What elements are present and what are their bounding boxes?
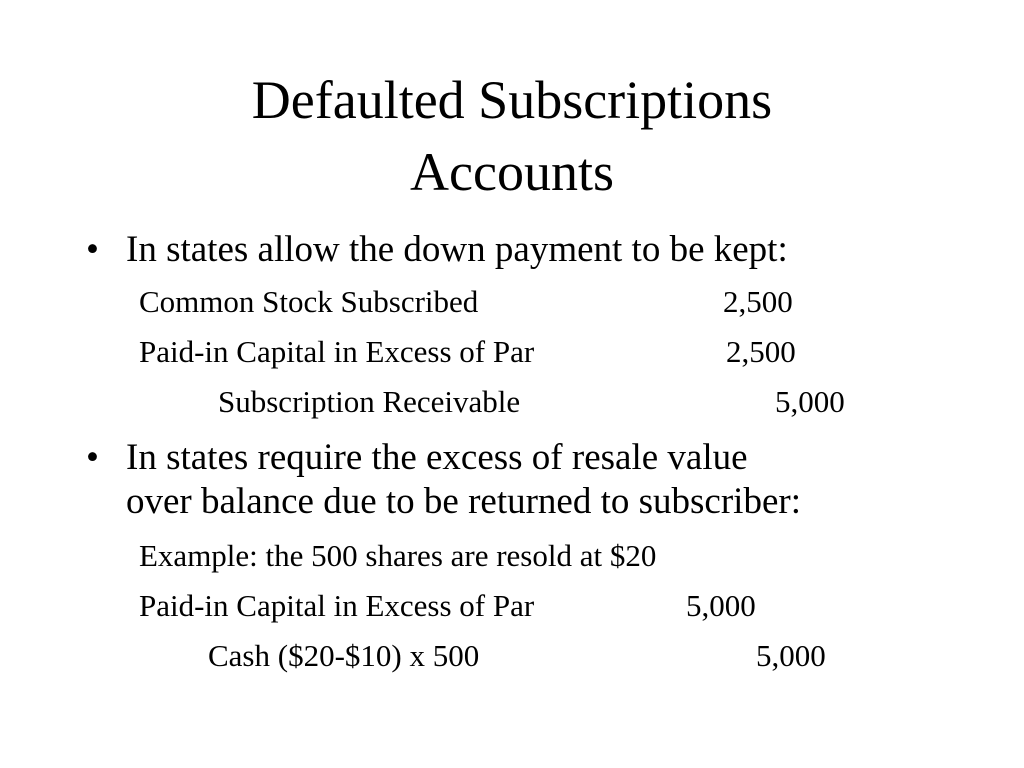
slide-title-line-1: Defaulted Subscriptions: [251, 70, 773, 130]
bullet-marker: •: [86, 437, 99, 478]
journal-debit-account: Common Stock Subscribed: [139, 284, 479, 319]
journal-debit-amount: 2,500: [723, 284, 793, 319]
journal-credit-account: Cash ($20-$10) x 500: [208, 638, 480, 673]
journal-credit-amount: 5,000: [775, 384, 845, 419]
journal-debit-account: Paid-in Capital in Excess of Par: [139, 588, 535, 623]
bullet-text-line-1: In states require the excess of resale value: [126, 437, 748, 478]
slide-title-line-2: Accounts: [410, 142, 614, 202]
bullet-text: In states allow the down payment to be kept:: [126, 229, 788, 270]
journal-debit-amount: 2,500: [726, 334, 796, 369]
bullet-item-1: [86, 228, 788, 272]
bullet-item-2: [86, 436, 801, 524]
bullet-marker: •: [86, 229, 99, 270]
slide-title: [0, 64, 1024, 208]
example-text: Example: the 500 shares are resold at $20: [139, 538, 657, 573]
bullet-text-line-2: over balance due to be returned to subscriber:: [126, 481, 801, 522]
journal-credit-account: Subscription Receivable: [218, 384, 521, 419]
journal-debit-account: Paid-in Capital in Excess of Par: [139, 334, 535, 369]
journal-debit-amount: 5,000: [686, 588, 756, 623]
journal-credit-amount: 5,000: [756, 638, 826, 673]
